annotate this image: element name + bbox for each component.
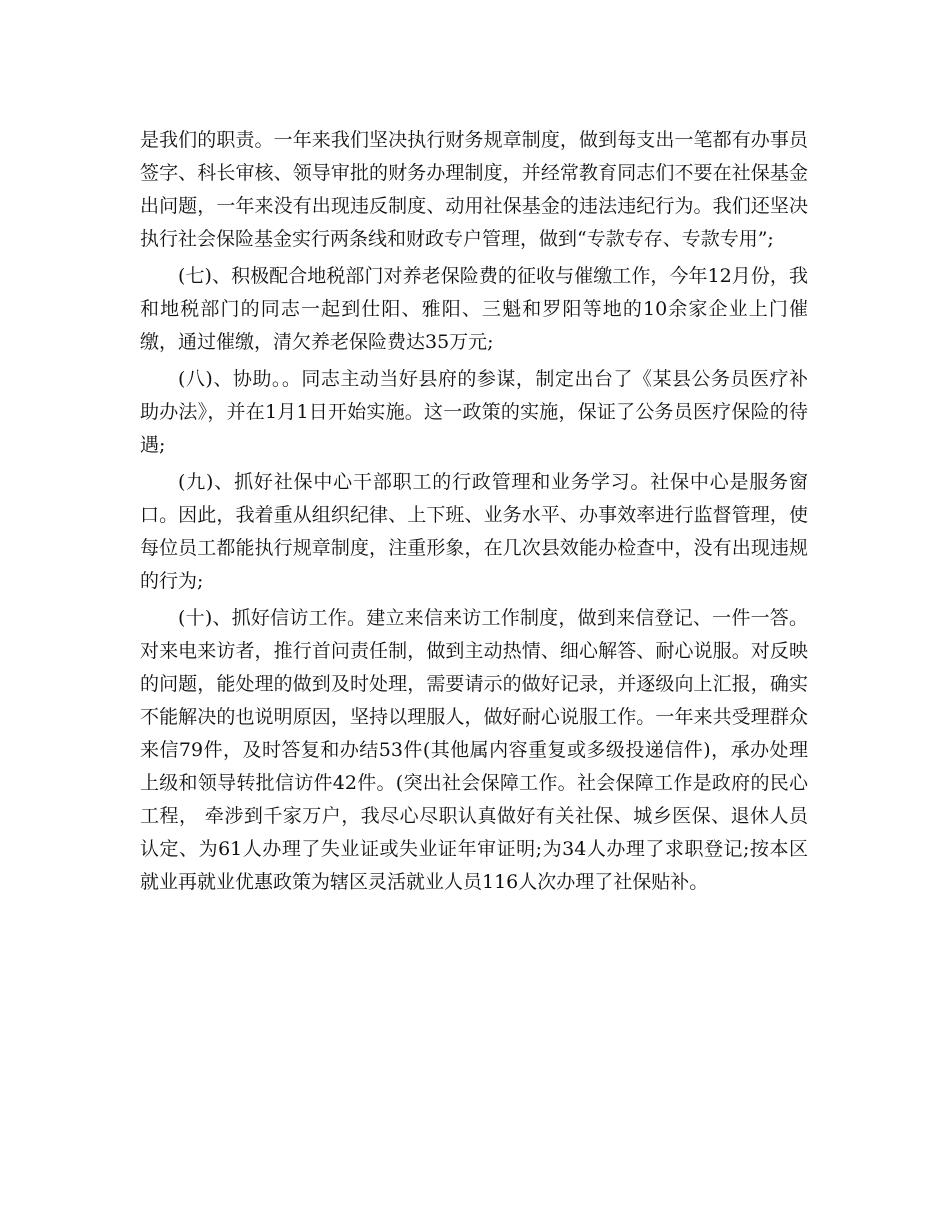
paragraph-continued-finance: 是我们的职责。一年来我们坚决执行财务规章制度，做到每支出一笔都有办事员签字、科长审核、领导审批的财务办理制度，并经常教育同志们不要在社保基金出问题，一年来没有出现违反制度、动用社保基金的违法违纪行为。我们还坚决执行社会保险基金实行两条线和财政专户管理，做到“专款专存、专款专用”; [140,129,808,250]
paragraph-item-8: (八)、协助。。同志主动当好县府的参谋，制定出台了《某县公务员医疗补助办法》，并在1月1日开始实施。这一政策的实施，保证了公务员医疗保险的待遇; [140,368,808,456]
document-body [140,124,808,903]
paragraph-item-7: (七)、积极配合地税部门对养老保险费的征收与催缴工作，今年12月份，我和地税部门的同志一起到仕阳、雅阳、三魁和罗阳等地的10余家企业上门催缴，通过催缴，清欠养老保险费达35万元; [140,265,808,353]
paragraph-item-10: (十)、抓好信访工作。建立来信来访工作制度，做到来信登记、一件一答。对来电来访者，推行首问责任制，做到主动热情、细心解答、耐心说服。对反映的问题，能处理的做到及时处理，需要请示的做好记录，并逐级向上汇报，确实不能解决的也说明原因，坚持以理服人，做好耐心说服工作。一年来共受理群众来信79件，及时答复和办结53件(其他属内容重复或多级投递信件)，承办处理上级和领导转批信访件42件。(突出社会保障工作。社会保障工作是政府的民心工程， 牵涉到千家万户，我尽心尽职认真做好有关社保、城乡医保、退休人员认定、为61人办理了失业证或失业证年审证明;为34人办理了求职登记;按本区就业再就业优惠政策为辖区灵活就业人员116人次办理了社保贴补。 [140,607,808,893]
paragraph-item-9: (九)、抓好社保中心干部职工的行政管理和业务学习。社保中心是服务窗口。因此，我着重从组织纪律、上下班、业务水平、办事效率进行监督管理，使每位员工都能执行规章制度，注重形象，在几次县效能办检查中，没有出现违规的行为; [140,471,808,592]
